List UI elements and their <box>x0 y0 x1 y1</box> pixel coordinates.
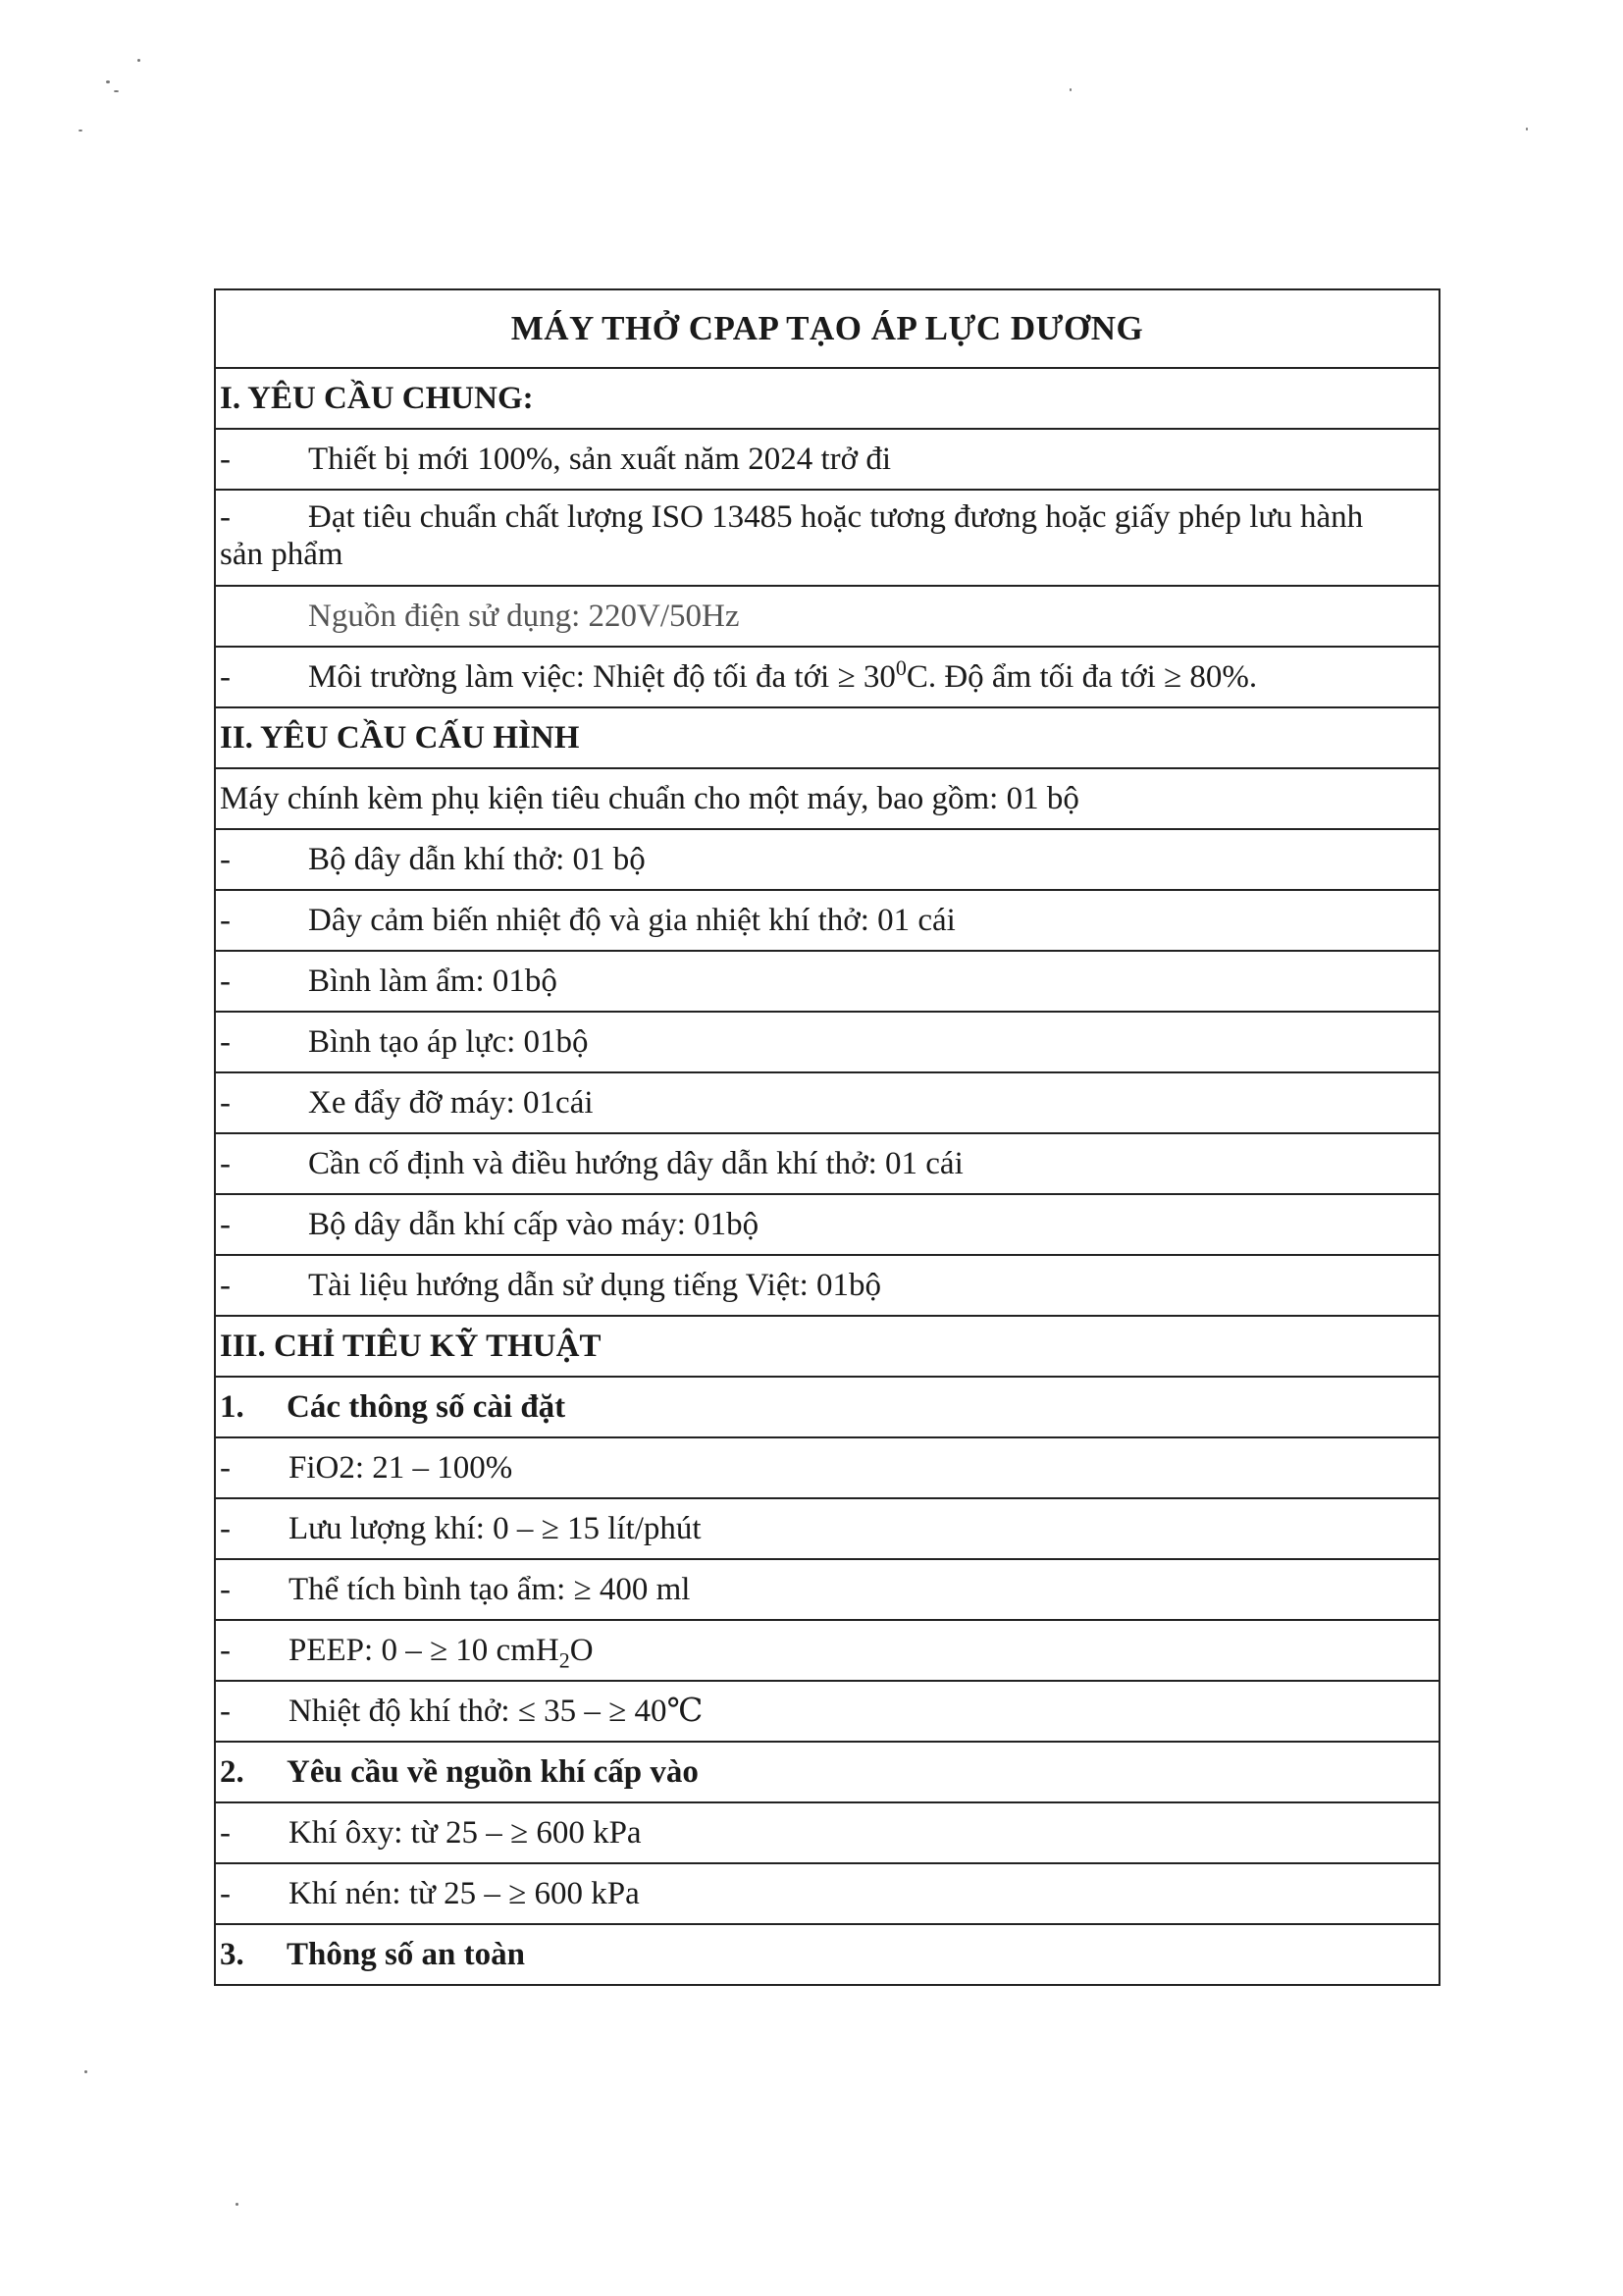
table-row <box>215 1620 1440 1681</box>
dash-marker: - <box>220 1024 231 1060</box>
item-text: Xe đẩy đỡ máy: 01cái <box>308 1085 594 1121</box>
list-item <box>215 829 1440 890</box>
group-heading <box>215 1742 1440 1802</box>
table-row <box>215 1802 1440 1863</box>
dash-marker: - <box>220 442 231 477</box>
item-text: Đạt tiêu chuẩn chất lượng ISO 13485 hoặc tương đương hoặc giấy phép lưu hành <box>308 499 1364 535</box>
document-title: MÁY THỞ CPAP TẠO ÁP LỰC DƯƠNG <box>215 289 1440 368</box>
section-general-row <box>215 368 1440 429</box>
dash-marker: - <box>220 1694 231 1729</box>
group-1-row <box>215 1377 1440 1437</box>
table-row <box>215 768 1440 829</box>
list-item <box>215 1559 1440 1620</box>
item-text: Cần cố định và điều hướng dây dẫn khí thở: 01 cái <box>308 1146 964 1181</box>
section-general-heading: I. YÊU CẦU CHUNG: <box>215 368 1440 429</box>
list-item <box>215 1802 1440 1863</box>
table-row <box>215 490 1440 586</box>
table-row <box>215 1559 1440 1620</box>
section-technical-row <box>215 1316 1440 1377</box>
dash-marker: - <box>220 659 231 695</box>
table-row <box>215 429 1440 490</box>
dash-marker: - <box>220 1207 231 1242</box>
dash-marker: - <box>220 1450 231 1486</box>
dash-marker: - <box>220 842 231 877</box>
list-item <box>215 1133 1440 1194</box>
table-row <box>215 829 1440 890</box>
table-row <box>215 951 1440 1012</box>
group-title: Yêu cầu về nguồn khí cấp vào <box>287 1754 699 1790</box>
item-text: Thể tích bình tạo ẩm: ≥ 400 ml <box>288 1572 691 1607</box>
spec-sheet <box>214 288 1440 1986</box>
table-row <box>215 1012 1440 1072</box>
item-text: Nhiệt độ khí thở: ≤ 35 – ≥ 40℃ <box>288 1694 704 1729</box>
dash-marker: - <box>220 903 231 938</box>
table-row <box>215 647 1440 707</box>
dash-marker: - <box>220 1511 231 1546</box>
list-item <box>215 1498 1440 1559</box>
item-text: Bộ dây dẫn khí cấp vào máy: 01bộ <box>308 1207 759 1242</box>
item-text: Tài liệu hướng dẫn sử dụng tiếng Việt: 01bộ <box>308 1268 882 1303</box>
item-text-tail: C. Độ ẩm tối đa tới ≥ 80%. <box>906 659 1258 695</box>
subscript: 2 <box>558 1647 570 1673</box>
scan-speck <box>114 90 119 92</box>
group-heading <box>215 1377 1440 1437</box>
item-text: Dây cảm biến nhiệt độ và gia nhiệt khí thở: 01 cái <box>308 903 956 938</box>
table-row <box>215 890 1440 951</box>
group-title: Thông số an toàn <box>287 1937 526 1972</box>
config-intro: Máy chính kèm phụ kiện tiêu chuẩn cho một máy, bao gồm: 01 bộ <box>215 768 1440 829</box>
spec-table <box>214 288 1440 1986</box>
list-item <box>215 586 1440 647</box>
table-row <box>215 1437 1440 1498</box>
scan-speck <box>106 80 110 83</box>
table-row <box>215 1863 1440 1924</box>
item-text: Thiết bị mới 100%, sản xuất năm 2024 trở đi <box>308 442 891 477</box>
dash-marker: - <box>220 499 231 535</box>
dash-marker: - <box>220 1572 231 1607</box>
list-item <box>215 1620 1440 1681</box>
group-3-row <box>215 1924 1440 1985</box>
list-item <box>215 951 1440 1012</box>
section-config-row <box>215 707 1440 768</box>
item-text-tail: O <box>569 1633 594 1668</box>
scan-speck <box>1526 128 1528 130</box>
group-heading <box>215 1924 1440 1985</box>
dash-marker: - <box>220 1633 231 1668</box>
dash-marker: - <box>220 964 231 999</box>
dash-marker: - <box>220 1085 231 1121</box>
item-text: Nguồn điện sử dụng: 220V/50Hz <box>308 599 740 634</box>
list-item <box>215 890 1440 951</box>
scan-speck <box>1070 88 1072 91</box>
item-text: PEEP: 0 – ≥ 10 cmH <box>288 1633 559 1668</box>
list-item <box>215 1072 1440 1133</box>
item-text: Bình làm ẩm: 01bộ <box>308 964 557 999</box>
list-item <box>215 1194 1440 1255</box>
item-text-continued: sản phẩm <box>220 537 343 572</box>
section-config-heading: II. YÊU CẦU CẤU HÌNH <box>215 707 1440 768</box>
group-title: Các thông số cài đặt <box>287 1389 566 1425</box>
table-row <box>215 1133 1440 1194</box>
item-text: Khí ôxy: từ 25 – ≥ 600 kPa <box>288 1815 642 1851</box>
item-text: Bộ dây dẫn khí thở: 01 bộ <box>308 842 646 877</box>
table-row <box>215 1681 1440 1742</box>
table-row <box>215 1255 1440 1316</box>
group-2-row <box>215 1742 1440 1802</box>
item-text: Bình tạo áp lực: 01bộ <box>308 1024 589 1060</box>
section-technical-heading: III. CHỈ TIÊU KỸ THUẬT <box>215 1316 1440 1377</box>
table-row <box>215 1498 1440 1559</box>
item-text: Môi trường làm việc: Nhiệt độ tối đa tới ≥ 30 <box>308 659 896 695</box>
item-text: FiO2: 21 – 100% <box>288 1450 513 1486</box>
list-item <box>215 1012 1440 1072</box>
item-text: Khí nén: từ 25 – ≥ 600 kPa <box>288 1876 640 1911</box>
list-item <box>215 647 1440 707</box>
group-number: 3. <box>220 1937 244 1972</box>
scan-speck <box>236 2203 238 2206</box>
list-item <box>215 429 1440 490</box>
table-row <box>215 1194 1440 1255</box>
dash-marker: - <box>220 1268 231 1303</box>
scan-speck <box>79 130 82 131</box>
table-row <box>215 586 1440 647</box>
list-item <box>215 1255 1440 1316</box>
list-item <box>215 1863 1440 1924</box>
dash-marker: - <box>220 1876 231 1911</box>
dash-marker: - <box>220 1815 231 1851</box>
title-row <box>215 289 1440 368</box>
superscript: 0 <box>895 655 907 680</box>
scan-speck <box>137 59 140 62</box>
group-number: 2. <box>220 1754 244 1790</box>
item-text: Lưu lượng khí: 0 – ≥ 15 lít/phút <box>288 1511 702 1546</box>
table-row <box>215 1072 1440 1133</box>
group-number: 1. <box>220 1389 244 1425</box>
scan-speck <box>84 2070 87 2073</box>
dash-marker: - <box>220 1146 231 1181</box>
list-item <box>215 490 1440 586</box>
list-item <box>215 1681 1440 1742</box>
list-item <box>215 1437 1440 1498</box>
